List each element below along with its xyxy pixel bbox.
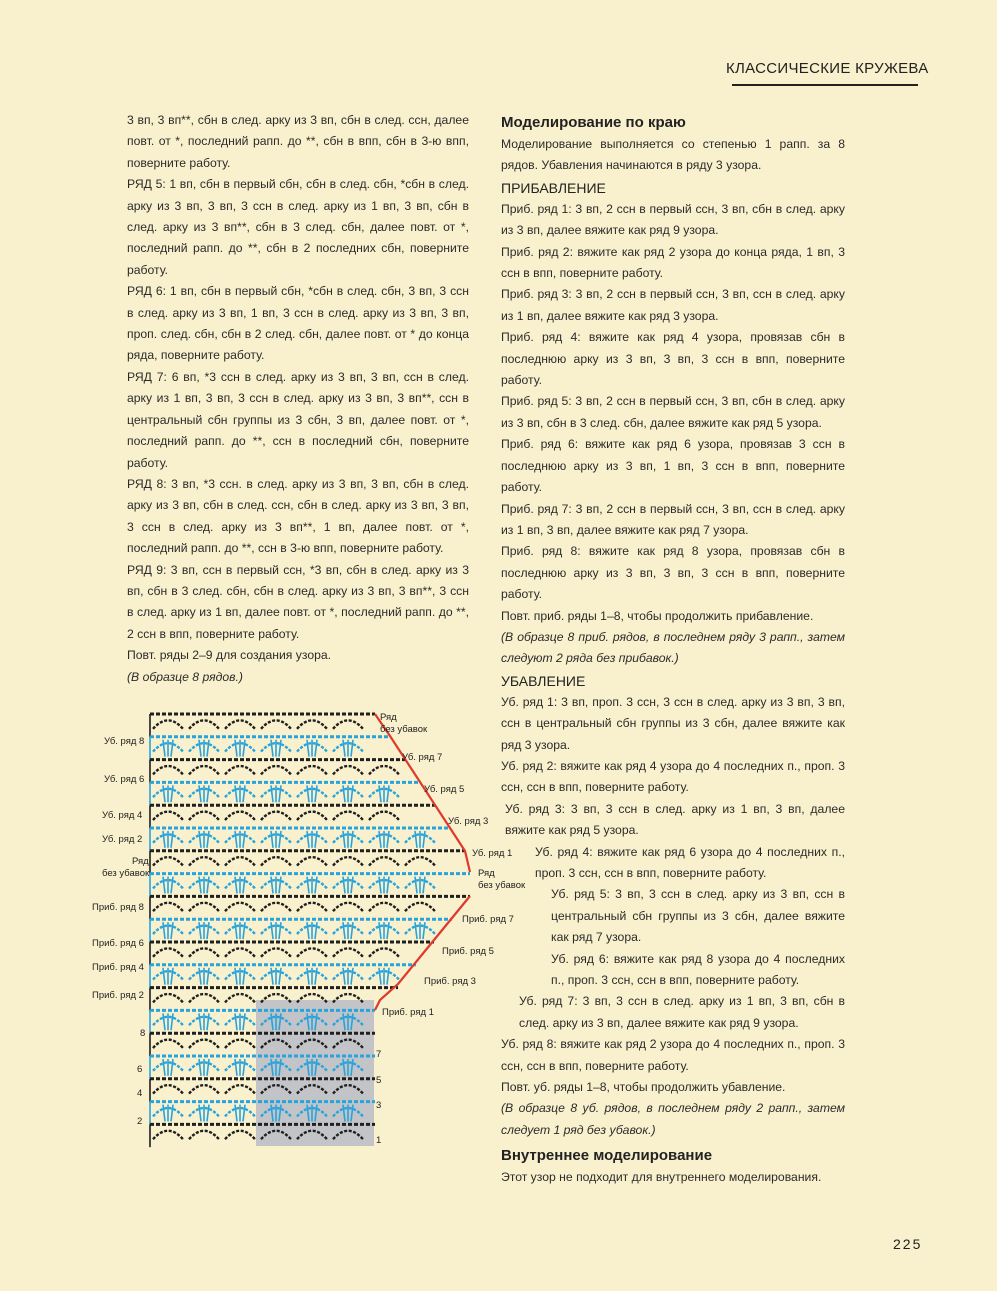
chain-arch (369, 812, 399, 820)
chain-arch (333, 948, 363, 956)
double-crochet-stitch (163, 922, 165, 939)
double-crochet-stitch (163, 1013, 165, 1030)
double-crochet-stitch (199, 785, 201, 802)
chain-arch (189, 1131, 219, 1139)
chain-arch (189, 720, 219, 728)
double-crochet-stitch (279, 877, 281, 894)
chart-right-label: 3 (376, 1100, 382, 1111)
chain-arch (297, 857, 327, 865)
double-crochet-stitch (199, 922, 201, 939)
increase-item: Приб. ряд 8: вяжите как ряд 8 узора, провязав сбн в последнюю арку из 3 вп, 3 вп, 3 ссн в впп, поверните работу. (501, 544, 845, 602)
decrease-item: Уб. ряд 6: вяжите как ряд 8 узора до 4 последних п., проп. 3 ссн, ссн в впп, поверните работу. (551, 951, 845, 988)
chart-left-label: 4 (137, 1088, 143, 1099)
chain-arch (297, 948, 327, 956)
decrease-item: Уб. ряд 7: 3 вп, 3 ссн в след. арку из 1 вп, 3 вп, сбн в след. арку из 3 вп, далее вяжите как ряд 9 узора. (519, 994, 845, 1030)
decrease-item: Уб. ряд 4: вяжите как ряд 6 узора до 4 последних п., проп. 3 ссн, ссн в впп, поверните работу. (535, 844, 845, 880)
chart-right-label: Уб. ряд 5 (424, 784, 465, 795)
chart-right-label: Ряд (380, 712, 397, 723)
double-crochet-stitch (243, 1013, 245, 1030)
double-crochet-stitch (307, 785, 309, 802)
chain-arch (369, 857, 399, 865)
double-crochet-stitch (343, 740, 345, 757)
double-crochet-stitch (415, 877, 417, 894)
double-crochet-stitch (171, 968, 173, 985)
chain-arch (225, 903, 255, 911)
chain-arch (261, 903, 291, 911)
decrease-item: Уб. ряд 8: вяжите как ряд 2 узора до 4 последних п., проп. 3 ссн, ссн в впп, поверните работу. (501, 1037, 845, 1073)
decrease-item: Уб. ряд 5: 3 вп, 3 ссн в след. арку из 3 вп, ссн в центральный сбн группы из 3 сбн, далее вяжите как ряд 7 узора. (551, 887, 845, 945)
paragraph-row-5: РЯД 5: 1 вп, сбн в первый сбн, сбн в след. сбн, *сбн в след. арку из 3 вп, 3 вп, 3 ссн в след. арку из 1 вп, 3 вп, сбн в след. арку из 3 вп**, сбн в 3 след. сбн, далее повт. от *, последний рапп. до **, сбн в 2 последних сбн, поверните работу. (127, 177, 469, 277)
double-crochet-stitch (243, 922, 245, 939)
double-crochet-stitch (307, 922, 309, 939)
chain-arch (189, 948, 219, 956)
double-crochet-stitch (315, 785, 317, 802)
chart-right-label: Приб. ряд 5 (442, 946, 494, 957)
double-crochet-stitch (171, 785, 173, 802)
chain-arch (153, 1040, 183, 1048)
double-crochet-stitch (351, 968, 353, 985)
double-crochet-stitch (387, 785, 389, 802)
double-crochet-stitch (207, 1013, 209, 1030)
double-crochet-stitch (163, 877, 165, 894)
chart-right-label: Уб. ряд 1 (472, 848, 513, 859)
double-crochet-stitch (343, 785, 345, 802)
double-crochet-stitch (379, 877, 381, 894)
chart-right-label: 7 (376, 1049, 382, 1060)
double-crochet-stitch (307, 740, 309, 757)
chain-arch (261, 720, 291, 728)
double-crochet-stitch (387, 877, 389, 894)
chain-arch (153, 766, 183, 774)
right-column (501, 112, 845, 1189)
double-crochet-stitch (171, 740, 173, 757)
chain-arch (333, 812, 363, 820)
double-crochet-stitch (199, 968, 201, 985)
chain-arch (333, 720, 363, 728)
chart-left-label: Уб. ряд 4 (102, 810, 143, 821)
increase-item: Приб. ряд 3: 3 вп, 2 ссн в первый ссн, 3 вп, ссн в след. арку из 1 вп, далее вяжите как ряд 3 узора. (501, 287, 845, 323)
double-crochet-stitch (235, 1059, 237, 1076)
chart-right-label: Приб. ряд 1 (382, 1007, 434, 1018)
chart-left-label: Ряд (132, 856, 149, 867)
double-crochet-stitch (351, 785, 353, 802)
double-crochet-stitch (235, 1013, 237, 1030)
double-crochet-stitch (271, 877, 273, 894)
double-crochet-stitch (207, 877, 209, 894)
chart-right-label: без убавок (478, 880, 526, 891)
chain-arch (333, 857, 363, 865)
decrease-note: (В образце 8 уб. рядов, в последнем ряду 2 рапп., затем следует 1 ряд без убавок.) (501, 1101, 845, 1137)
double-crochet-stitch (243, 968, 245, 985)
double-crochet-stitch (315, 740, 317, 757)
double-crochet-stitch (351, 877, 353, 894)
double-crochet-stitch (315, 922, 317, 939)
page-number: 225 (893, 1236, 923, 1252)
chart-left-label: 6 (137, 1064, 143, 1075)
chain-arch (153, 948, 183, 956)
double-crochet-stitch (351, 831, 353, 848)
increase-item: Приб. ряд 1: 3 вп, 2 ссн в первый ссн, 3 вп, сбн в след. арку из 3 вп, далее вяжите как ряд 9 узора. (501, 201, 845, 238)
chain-arch (225, 994, 255, 1002)
double-crochet-stitch (235, 831, 237, 848)
sample-note: (В образце 8 рядов.) (127, 669, 243, 684)
double-crochet-stitch (163, 968, 165, 985)
double-crochet-stitch (243, 877, 245, 894)
chain-arch (225, 1131, 255, 1139)
paragraph-row-7: РЯД 7: 6 вп, *3 ссн в след. арку из 3 вп, 3 вп, ссн в след. арку из 1 вп, 3 вп, 3 ссн в след. арку из 3 вп, 3 вп**, ссн в центральный сбн группы из 3 сбн, 3 вп, далее повт. от *, последний рапп. до **, ссн в последний сбн, поверните работу. (127, 369, 469, 470)
increase-item: Приб. ряд 4: вяжите как ряд 4 узора, провязав сбн в последнюю арку из 3 вп, 3 вп, 3 ссн в впп, поверните работу. (501, 330, 845, 388)
double-crochet-stitch (163, 740, 165, 757)
paragraph-row-8: РЯД 8: 3 вп, *3 ссн. в след. арку из 3 вп, 3 вп, сбн в след. арку из 3 вп, сбн в след. ссн, сбн в след. арку из 3 вп, 3 вп, 3 ссн в след. арку из 3 вп**, 1 вп, далее повт. от *, последний рапп. до **, ссн в 3-ю впп, поверните работу. (127, 476, 469, 556)
double-crochet-stitch (171, 1105, 173, 1122)
double-crochet-stitch (243, 1105, 245, 1122)
increase-note: (В образце 8 приб. рядов, в последнем ряду 3 рапп., затем следуют 2 ряда без прибавок.) (501, 629, 845, 666)
chain-arch (189, 857, 219, 865)
chart-right-label: Уб. ряд 3 (448, 816, 489, 827)
double-crochet-stitch (279, 968, 281, 985)
double-crochet-stitch (235, 968, 237, 985)
double-crochet-stitch (279, 740, 281, 757)
double-crochet-stitch (163, 1059, 165, 1076)
chain-arch (189, 903, 219, 911)
chart-left-label: Приб. ряд 6 (92, 938, 144, 949)
double-crochet-stitch (243, 785, 245, 802)
double-crochet-stitch (171, 877, 173, 894)
chart-right-label: 1 (376, 1135, 382, 1146)
chart-left-label: 8 (140, 1028, 146, 1039)
chart-left-label: без убавок (102, 868, 150, 879)
double-crochet-stitch (387, 831, 389, 848)
chain-arch (261, 857, 291, 865)
double-crochet-stitch (343, 968, 345, 985)
chain-arch (225, 812, 255, 820)
crochet-chart-svg (80, 700, 540, 1160)
header-rule (732, 84, 918, 86)
left-column (127, 110, 469, 688)
double-crochet-stitch (271, 740, 273, 757)
chain-arch (225, 1040, 255, 1048)
double-crochet-stitch (207, 1059, 209, 1076)
decrease-item: Уб. ряд 2: вяжите как ряд 4 узора до 4 последних п., проп. 3 ссн, ссн в впп, поверните работу. (501, 758, 845, 795)
chain-arch (189, 1085, 219, 1093)
chain-arch (261, 812, 291, 820)
edge-shaping-heading: Моделирование по краю (501, 114, 686, 131)
paragraph: 3 вп, 3 вп**, сбн в след. арку из 3 вп, сбн в след. ссн, далее повт. от *, последний рапп. до **, сбн в впп, сбн в 3-ю впп, поверните работу. (127, 113, 469, 170)
chain-arch (189, 1040, 219, 1048)
decrease-item: Уб. ряд 3: 3 вп, 3 ссн в след. арку из 1 вп, 3 вп, далее вяжите как ряд 5 узора. (505, 801, 845, 838)
chain-arch (225, 1085, 255, 1093)
double-crochet-stitch (243, 1059, 245, 1076)
paragraph-row-9: РЯД 9: 3 вп, ссн в первый ссн, *3 вп, сбн в след. арку из 3 вп, сбн в 3 след. сбн, сбн в след. арку из 3 вп, 3 вп**, 3 ссн в след. арку из 1 вп, далее повт. от *, последний рапп. до **, 2 ссн в впп, поверните работу. (127, 562, 469, 641)
increase-item: Приб. ряд 6: вяжите как ряд 6 узора, провязав 3 ссн в последнюю арку из 3 вп, 1 вп, 3 ссн в впп, поверните работу. (501, 437, 845, 495)
double-crochet-stitch (243, 831, 245, 848)
double-crochet-stitch (207, 968, 209, 985)
double-crochet-stitch (243, 740, 245, 757)
chain-arch (225, 766, 255, 774)
double-crochet-stitch (207, 740, 209, 757)
chain-arch (189, 766, 219, 774)
chart-left-label: Приб. ряд 2 (92, 990, 144, 1001)
double-crochet-stitch (199, 1105, 201, 1122)
double-crochet-stitch (351, 922, 353, 939)
chart-left-label: Уб. ряд 6 (104, 774, 145, 785)
chart-left-label: Уб. ряд 2 (102, 834, 143, 845)
chart-left-label: Приб. ряд 8 (92, 902, 144, 913)
double-crochet-stitch (307, 831, 309, 848)
double-crochet-stitch (379, 968, 381, 985)
double-crochet-stitch (271, 968, 273, 985)
chart-right-label: 5 (376, 1075, 382, 1086)
double-crochet-stitch (235, 785, 237, 802)
double-crochet-stitch (271, 922, 273, 939)
double-crochet-stitch (207, 1105, 209, 1122)
double-crochet-stitch (199, 1013, 201, 1030)
double-crochet-stitch (235, 740, 237, 757)
double-crochet-stitch (387, 922, 389, 939)
paragraph-row-6: РЯД 6: 1 вп, сбн в первый сбн, *сбн в след. сбн, 3 вп, 3 ссн в след. арку из 3 вп, 1 вп, 3 ссн в след. арку из 3 вп, 3 вп, проп. след. сбн, сбн в 2 след. сбн, далее повт. от * до конца ряда, поверните работу. (127, 284, 469, 363)
double-crochet-stitch (307, 877, 309, 894)
increase-item: Приб. ряд 2: вяжите как ряд 2 узора до конца ряда, 1 вп, 3 ссн в впп, поверните работу. (501, 244, 845, 281)
increase-item: Приб. ряд 7: 3 вп, 2 ссн в первый ссн, 3 вп, ссн в след. арку из 1 вп, 3 вп, далее вяжите как ряд 7 узора. (501, 501, 845, 537)
chain-arch (153, 903, 183, 911)
double-crochet-stitch (235, 877, 237, 894)
chart-right-label: Приб. ряд 3 (424, 976, 476, 987)
double-crochet-stitch (171, 1013, 173, 1030)
chain-arch (225, 720, 255, 728)
double-crochet-stitch (271, 831, 273, 848)
double-crochet-stitch (279, 785, 281, 802)
decrease-item: Повт. уб. ряды 1–8, чтобы продолжить убавление. (501, 1080, 786, 1095)
double-crochet-stitch (171, 831, 173, 848)
chain-arch (153, 1085, 183, 1093)
double-crochet-stitch (307, 968, 309, 985)
chain-arch (369, 903, 399, 911)
double-crochet-stitch (343, 922, 345, 939)
chart-left-label: Приб. ряд 4 (92, 962, 144, 973)
increase-heading: ПРИБАВЛЕНИЕ (501, 179, 606, 196)
double-crochet-stitch (315, 831, 317, 848)
chain-arch (369, 948, 399, 956)
chain-arch (153, 857, 183, 865)
double-crochet-stitch (207, 785, 209, 802)
decrease-item: Уб. ряд 1: 3 вп, проп. 3 ссн, 3 ссн в след. арку из 3 вп, 3 вп, ссн в центральный сбн группы из 3 сбн, далее вяжите как ряд 3 узора. (501, 694, 845, 752)
chart-right-label: Ряд (478, 868, 495, 879)
chain-arch (225, 948, 255, 956)
increase-item: Повт. приб. ряды 1–8, чтобы продолжить прибавление. (501, 608, 814, 623)
internal-shaping-text: Этот узор не подходит для внутреннего моделирования. (501, 1170, 822, 1185)
double-crochet-stitch (163, 785, 165, 802)
chart-right-label: Приб. ряд 7 (462, 914, 514, 925)
chain-arch (225, 857, 255, 865)
double-crochet-stitch (279, 922, 281, 939)
chain-arch (189, 994, 219, 1002)
double-crochet-stitch (379, 785, 381, 802)
chain-arch (261, 766, 291, 774)
chain-arch (297, 812, 327, 820)
chain-arch (297, 766, 327, 774)
chain-arch (333, 766, 363, 774)
double-crochet-stitch (199, 740, 201, 757)
double-crochet-stitch (379, 831, 381, 848)
decrease-heading: УБАВЛЕНИЕ (501, 672, 586, 689)
double-crochet-stitch (199, 1059, 201, 1076)
chart-right-label: без убавок (380, 724, 428, 735)
chain-arch (189, 812, 219, 820)
double-crochet-stitch (415, 922, 417, 939)
chain-arch (261, 948, 291, 956)
section-title: КЛАССИЧЕСКИЕ КРУЖЕВА (726, 60, 929, 77)
double-crochet-stitch (423, 922, 425, 939)
double-crochet-stitch (415, 831, 417, 848)
chart-left-label: 2 (137, 1116, 143, 1127)
chain-arch (153, 812, 183, 820)
chain-arch (153, 994, 183, 1002)
paragraph-repeat: Повт. ряды 2–9 для создания узора. (127, 648, 332, 663)
double-crochet-stitch (271, 785, 273, 802)
double-crochet-stitch (315, 968, 317, 985)
chart-left-label: Уб. ряд 8 (104, 736, 145, 747)
double-crochet-stitch (343, 831, 345, 848)
double-crochet-stitch (171, 922, 173, 939)
increase-item: Приб. ряд 5: 3 вп, 2 ссн в первый ссн, 3 вп, сбн в след. арку из 3 вп, сбн в 3 след. сбн, далее вяжите как ряд 5 узора. (501, 394, 845, 430)
double-crochet-stitch (343, 877, 345, 894)
double-crochet-stitch (163, 831, 165, 848)
chain-arch (153, 1131, 183, 1139)
crochet-chart (80, 700, 540, 1160)
double-crochet-stitch (279, 831, 281, 848)
double-crochet-stitch (199, 877, 201, 894)
double-crochet-stitch (163, 1105, 165, 1122)
chain-arch (153, 720, 183, 728)
double-crochet-stitch (207, 922, 209, 939)
double-crochet-stitch (423, 831, 425, 848)
edge-shaping-intro: Моделирование выполняется со степенью 1 рапп. за 8 рядов. Убавления начинаются в ряду 3 узора. (501, 137, 845, 173)
double-crochet-stitch (351, 740, 353, 757)
chain-arch (297, 903, 327, 911)
double-crochet-stitch (235, 922, 237, 939)
double-crochet-stitch (235, 1105, 237, 1122)
double-crochet-stitch (199, 831, 201, 848)
chart-right-label: Уб. ряд 7 (402, 752, 443, 763)
chain-arch (297, 720, 327, 728)
double-crochet-stitch (379, 922, 381, 939)
chain-arch (405, 857, 435, 865)
double-crochet-stitch (423, 877, 425, 894)
chain-arch (405, 903, 435, 911)
internal-shaping-heading: Внутреннее моделирование (501, 1147, 713, 1165)
double-crochet-stitch (171, 1059, 173, 1076)
double-crochet-stitch (387, 968, 389, 985)
double-crochet-stitch (207, 831, 209, 848)
chain-arch (333, 903, 363, 911)
double-crochet-stitch (315, 877, 317, 894)
chain-arch (369, 766, 399, 774)
